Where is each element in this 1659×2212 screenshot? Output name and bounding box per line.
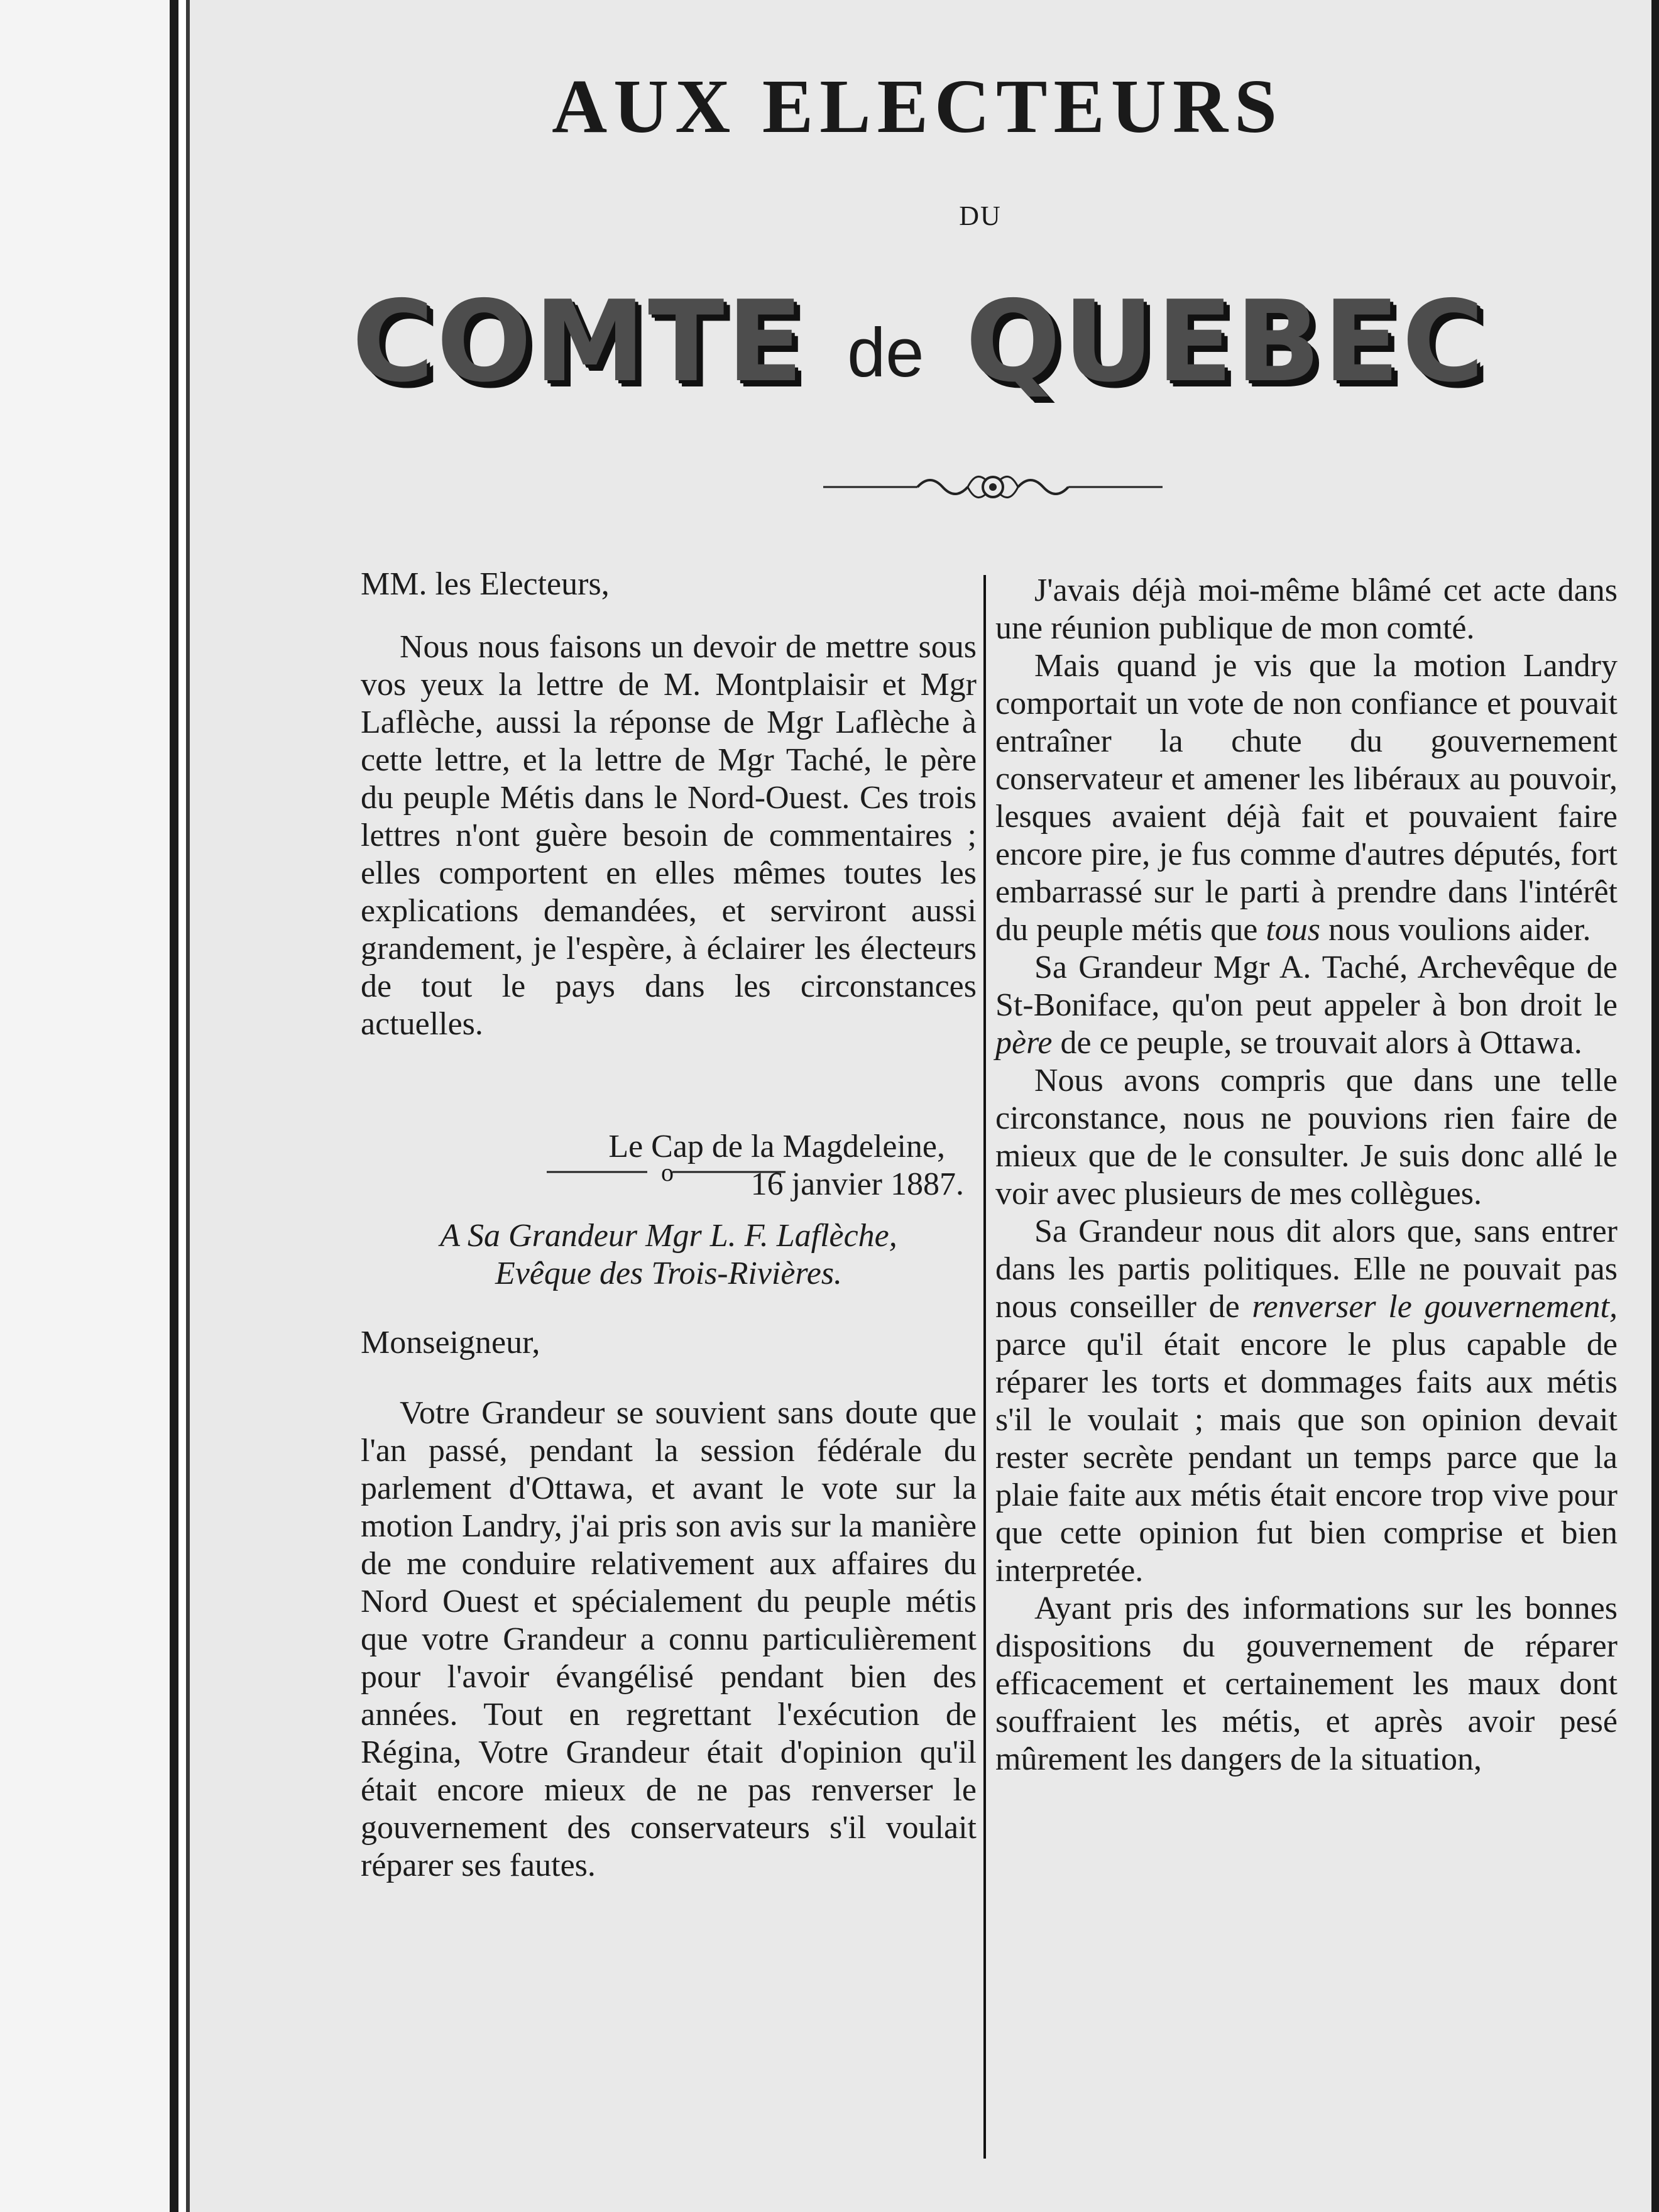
right-paragraph-5-italic: renverser le gouvernement, (1252, 1289, 1618, 1325)
right-paragraph-5 (995, 1213, 1618, 1590)
headline-du: DU (959, 200, 1002, 231)
headline-comte: COMTE (352, 276, 806, 407)
headline-aux-electeurs: AUX ELECTEURS (552, 64, 1283, 149)
headline-quebec: QUEBEC (965, 276, 1487, 407)
letter-greeting: Monseigneur, (361, 1325, 540, 1361)
salutation: MM. les Electeurs, (361, 566, 610, 602)
ornament-divider-icon (823, 462, 1163, 512)
scan-margin (0, 0, 170, 2212)
small-separator-mark: o (661, 1158, 674, 1186)
right-paragraph-2 (995, 647, 1618, 949)
right-paragraph-1: J'avais déjà moi-même blâmé cet acte dans une réunion publique de mon comté. (995, 572, 1618, 646)
right-column (995, 572, 1618, 1778)
letter-place: Le Cap de la Magdeleine, (608, 1129, 945, 1164)
letter-address-line2: Evêque des Trois-Rivières. (495, 1256, 843, 1291)
letter-address-line1: A Sa Grandeur Mgr L. F. Laflèche, (440, 1218, 897, 1254)
scan-edge-line (170, 0, 178, 2212)
right-paragraph-4: Nous avons compris que dans une telle circonstance, nous ne pouvions rien faire de mieux que de le consulter. Je suis donc allé le voir avec plusieurs de mes collègues. (995, 1063, 1618, 1212)
right-paragraph-5-text-b: parce qu'il était encore le plus capable de réparer les torts et dommages faits aux métis s'il le voulait ; mais que son opinion devait rester secrète pendant un temps parce que la plaie faite aux métis était encore trop vive pour que cette opinion fut bien comprise et bien interpretée. (995, 1327, 1618, 1589)
right-paragraph-3 (995, 949, 1618, 1062)
right-paragraph-2-text-b: nous voulions aider. (1328, 912, 1591, 948)
letter-date: 16 janvier 1887. (750, 1166, 964, 1202)
headline-comte-de-quebec (352, 276, 1653, 407)
right-paragraph-2-italic: tous (1266, 912, 1321, 948)
column-rule (983, 575, 986, 2159)
intro-paragraph: Nous nous faisons un devoir de mettre sous vos yeux la lettre de M. Montplaisir et Mgr Laflèche, aussi la réponse de Mgr Laflèche à cette lettre, et la lettre de Mgr Taché, le père du peuple Métis dans le Nord-Ouest. Ces trois lettres n'ont guère besoin de commentaires ; elles comportent en elles mêmes toutes les explications demandées, et serviront aussi grandement, je l'espère, à éclairer les électeurs de tout le pays dans les circonstances actuelles. (361, 629, 977, 1042)
letter-body: Votre Grandeur se souvient sans doute que l'an passé, pendant la session fédérale du parlement d'Ottawa, et avant le vote sur la motion Landry, j'ai pris son avis sur la manière de me conduire relativement aux affaires du Nord Ouest et spécialement du peuple métis que votre Grandeur a connu particulièrement pour l'avoir évangélisé pendant bien des années. Tout en regrettant l'exécution de Régina, Votre Grandeur était d'opinion qu'il était encore mieux de ne pas renverser le gouvernement des conservateurs s'il voulait réparer ses fautes. (361, 1395, 977, 1883)
right-paragraph-5-text-a: Sa Grandeur nous dit alors que, sans entrer dans les partis politiques. Elle ne pouvait pas nous conseiller de (995, 1213, 1618, 1325)
left-column (361, 566, 977, 1885)
separator-space (361, 1043, 977, 1128)
right-paragraph-2-text-a: Mais quand je vis que la motion Landry comportait un vote de non confiance et pouvait entraîner la chute du gouvernement conservateur et amener les libéraux au pouvoir, lesques avaient déjà fait et pouvaient faire encore pire, je fus comme d'autres députés, fort embarrassé sur le parti à prendre dans l'intérêt du peuple métis que (995, 648, 1618, 948)
right-paragraph-3-italic: père (995, 1025, 1053, 1061)
right-paragraph-3-text-a: Sa Grandeur Mgr A. Taché, Archevêque de St-Boniface, qu'on peut appeler à bon droit le (995, 950, 1618, 1023)
headline-de: de (847, 314, 924, 391)
right-paragraph-6: Ayant pris des informations sur les bonnes dispositions du gouvernement de réparer efficacement et certainement les maux dont souffraient les métis, et après avoir pesé mûrement les dangers de la situation, (995, 1591, 1618, 1777)
right-paragraph-3-text-b: de ce peuple, se trouvait alors à Ottawa. (1060, 1025, 1582, 1061)
